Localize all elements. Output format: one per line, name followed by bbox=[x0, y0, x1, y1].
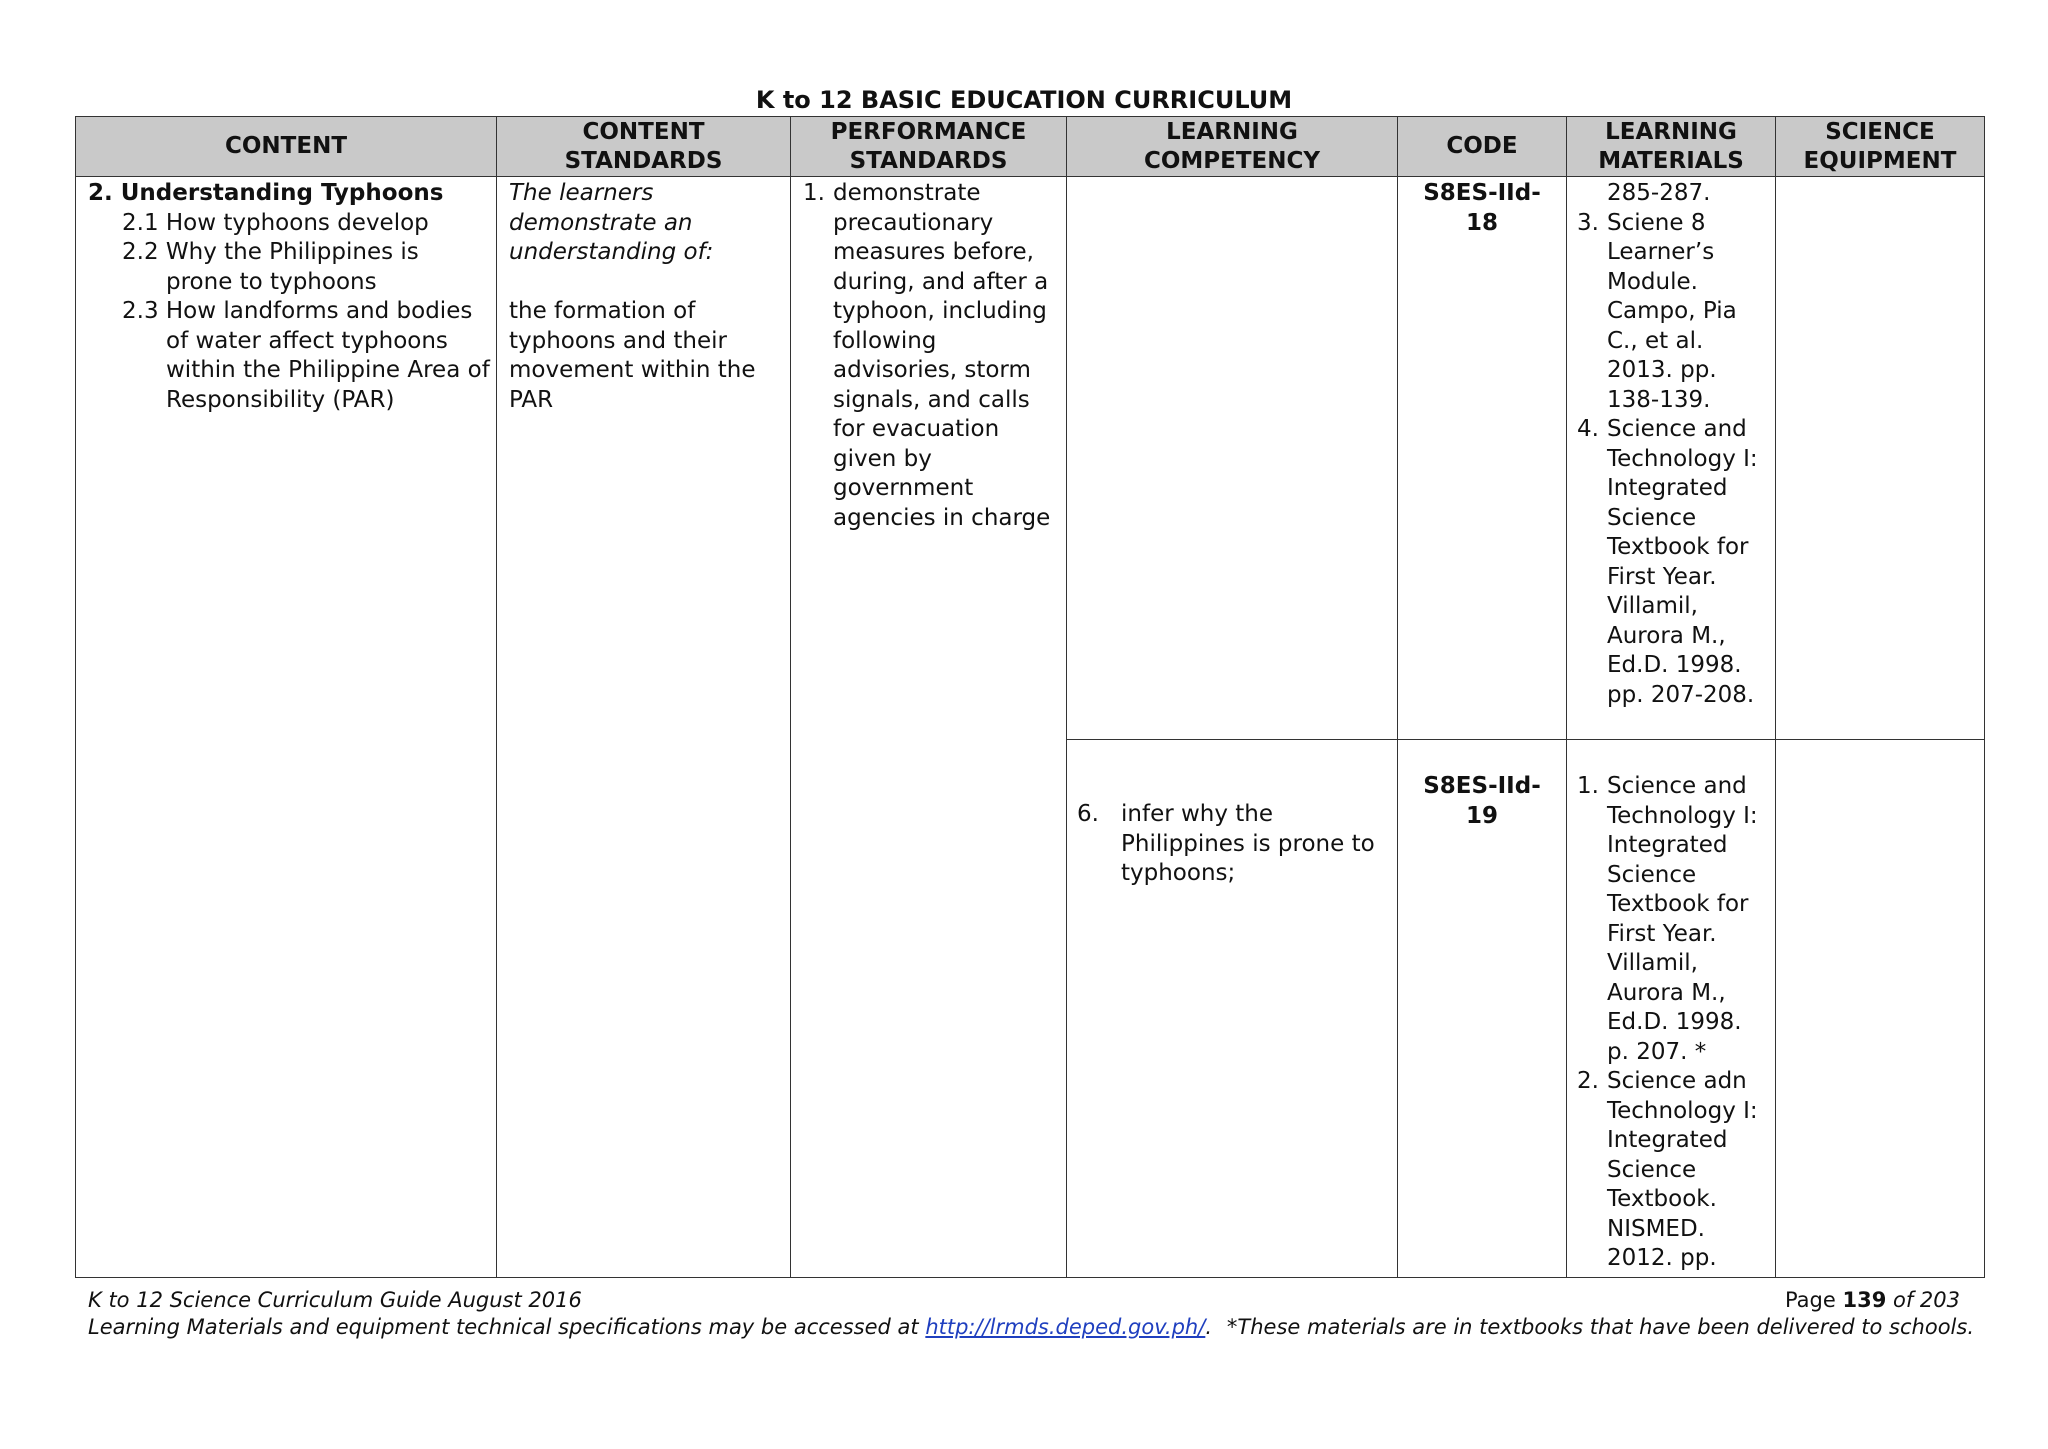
header-learning-materials-line2: MATERIALS bbox=[1598, 147, 1744, 174]
content-standards-body: the formation of typhoons and their movement within the PAR bbox=[509, 298, 756, 413]
material-item bbox=[1577, 1067, 1769, 1274]
header-content-standards-line1: CONTENT bbox=[582, 118, 705, 145]
header-learning-competency-line1: LEARNING bbox=[1166, 118, 1298, 145]
header-row bbox=[76, 117, 1985, 177]
content-item: 2.2 Why the Philippines is prone to typhoons bbox=[122, 239, 419, 295]
materials-cell bbox=[1567, 177, 1776, 740]
code-line: S8ES-IId- bbox=[1423, 773, 1541, 799]
footer-right bbox=[1227, 1287, 1974, 1341]
header-content: CONTENT bbox=[76, 117, 497, 177]
material-item bbox=[1577, 209, 1769, 416]
equipment-cell bbox=[1776, 740, 1985, 1278]
header-performance-standards-line1: PERFORMANCE bbox=[830, 118, 1027, 145]
content-heading: 2. Understanding Typhoons bbox=[88, 180, 444, 206]
materials-cell bbox=[1567, 740, 1776, 1278]
content-cell bbox=[76, 177, 497, 1278]
code-line: S8ES-IId- bbox=[1423, 180, 1541, 206]
header-learning-materials bbox=[1567, 117, 1776, 177]
footer-access-note bbox=[88, 1314, 1212, 1341]
material-text: Science and Technology I: Integrated Science Textbook for First Year. Villamil, Aurora M., Ed.D. 1998. p. 207. * bbox=[1607, 773, 1758, 1065]
textbook-note: *These materials are in textbooks that have been delivered to schools. bbox=[1226, 1315, 1974, 1339]
page-indicator bbox=[1227, 1287, 1974, 1314]
footer-access-text: Learning Materials and equipment technical specifications may be accessed at bbox=[88, 1315, 919, 1339]
header-learning-materials-line1: LEARNING bbox=[1605, 118, 1737, 145]
material-text: Sciene 8 Learner’s Module. Campo, Pia C., et al. 2013. pp. 138-139. bbox=[1607, 209, 1737, 413]
material-item bbox=[1577, 179, 1769, 209]
material-text: Science and Technology I: Integrated Science Textbook for First Year. Villamil, Aurora M., Ed.D. 1998. pp. 207-208. bbox=[1607, 416, 1758, 708]
code-cell bbox=[1398, 740, 1567, 1278]
content-item: 2.1 How typhoons develop bbox=[122, 209, 429, 236]
page-total: of 203 bbox=[1893, 1288, 1960, 1312]
footer-guide-title: K to 12 Science Curriculum Guide August 2016 bbox=[88, 1288, 582, 1312]
lrmds-link[interactable]: http://lrmds.deped.gov.ph/ bbox=[925, 1315, 1206, 1339]
footer-left bbox=[88, 1287, 1212, 1341]
header-learning-competency-line2: COMPETENCY bbox=[1143, 147, 1321, 174]
header-science-equipment-line1: SCIENCE bbox=[1825, 118, 1935, 145]
header-content-standards-line2: STANDARDS bbox=[564, 147, 723, 174]
header-science-equipment-line2: EQUIPMENT bbox=[1803, 147, 1957, 174]
competency-cell bbox=[1067, 177, 1398, 740]
competency-cell bbox=[1067, 740, 1398, 1278]
performance-standard-number: 1. bbox=[803, 180, 825, 206]
content-standards-cell bbox=[497, 177, 791, 1278]
page-label: Page bbox=[1784, 1288, 1836, 1312]
performance-standard-text: demonstrate precautionary measures before, during, and after a typhoon, including following advisories, storm signals, and calls for evacuation given by government agencies in charge bbox=[833, 180, 1051, 531]
material-number: 2. bbox=[1577, 1068, 1599, 1094]
competency-number: 6. bbox=[1077, 801, 1099, 827]
header-performance-standards-line2: STANDARDS bbox=[849, 147, 1008, 174]
material-item bbox=[1577, 415, 1769, 710]
material-text: Science adn Technology I: Integrated Science Textbook. NISMED. 2012. pp. bbox=[1607, 1068, 1758, 1271]
table-row bbox=[76, 177, 1985, 740]
material-number: 3. bbox=[1577, 209, 1599, 236]
code-line: 19 bbox=[1465, 802, 1498, 829]
footer-link-suffix: . bbox=[1205, 1315, 1213, 1339]
material-number: 1. bbox=[1577, 773, 1599, 799]
content-standards-intro: The learners demonstrate an understanding of: bbox=[509, 180, 714, 265]
material-item bbox=[1577, 772, 1769, 1067]
material-text: 285-287. bbox=[1607, 180, 1711, 206]
page-number: 139 bbox=[1842, 1288, 1887, 1312]
header-science-equipment bbox=[1776, 117, 1985, 177]
competency-text: infer why the Philippines is prone to typhoons; bbox=[1121, 801, 1375, 886]
material-number bbox=[1577, 179, 1607, 209]
material-number: 4. bbox=[1577, 416, 1599, 442]
curriculum-table bbox=[75, 116, 1985, 1278]
header-learning-competency bbox=[1067, 117, 1398, 177]
document-title: K to 12 BASIC EDUCATION CURRICULUM bbox=[755, 86, 1293, 114]
header-content-standards bbox=[497, 117, 791, 177]
header-code: CODE bbox=[1398, 117, 1567, 177]
header-performance-standards bbox=[791, 117, 1067, 177]
equipment-cell bbox=[1776, 177, 1985, 740]
performance-standards-cell bbox=[791, 177, 1067, 1278]
content-item: 2.3 How landforms and bodies of water affect typhoons within the Philippine Area of Responsibility (PAR) bbox=[122, 298, 490, 413]
code-cell bbox=[1398, 177, 1567, 740]
code-line: 18 bbox=[1465, 209, 1498, 236]
